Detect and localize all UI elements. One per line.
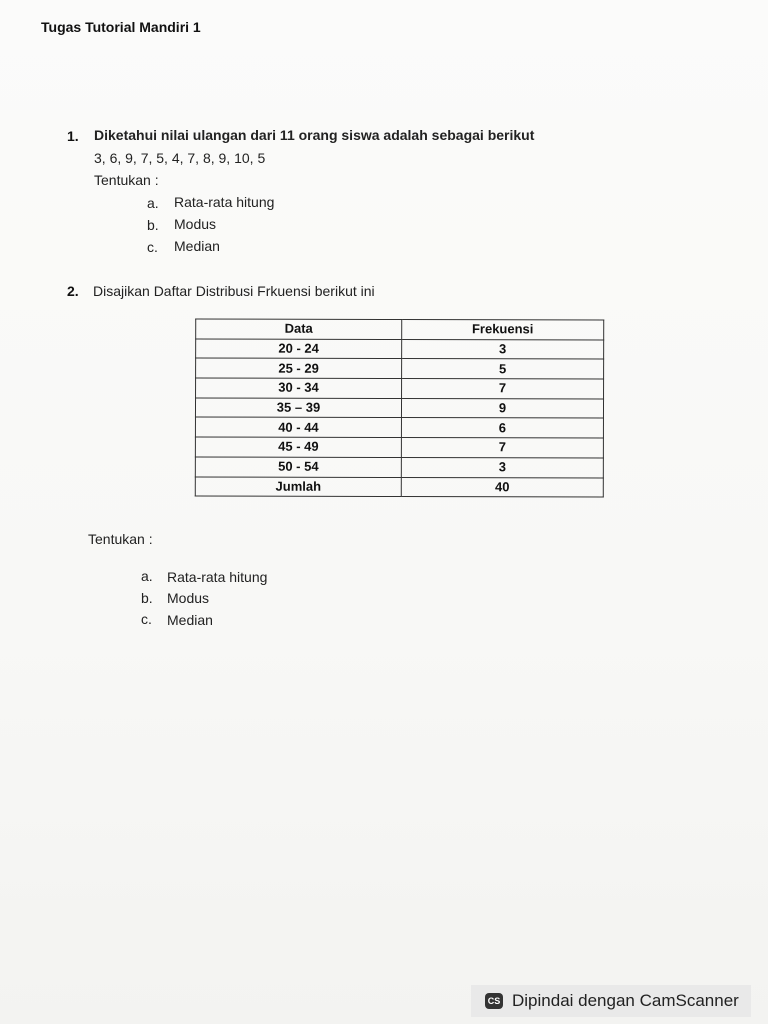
document-title: Tugas Tutorial Mandiri 1 <box>41 19 201 35</box>
camscanner-watermark <box>471 985 751 1017</box>
table-header-row <box>196 319 604 340</box>
question-1-item-c: Median <box>174 238 220 254</box>
table-row <box>196 358 604 379</box>
question-2-number: 2. <box>67 283 79 299</box>
cell-data: 30 - 34 <box>196 378 402 398</box>
question-2-item-a-letter: a. <box>141 568 153 584</box>
cell-frekuensi: 7 <box>401 438 603 458</box>
question-1-item-a: Rata-rata hitung <box>174 194 275 210</box>
cell-frekuensi: 3 <box>402 339 604 359</box>
question-2-prompt: Disajikan Daftar Distribusi Frkuensi berikut ini <box>93 283 375 299</box>
cell-data: 20 - 24 <box>196 339 402 359</box>
question-1-instruction: Tentukan : <box>94 172 159 188</box>
question-2-item-b: Modus <box>167 590 210 606</box>
question-1-prompt: Diketahui nilai ulangan dari 11 orang siswa adalah sebagai berikut <box>94 127 535 143</box>
question-1-item-b: Modus <box>174 216 217 232</box>
question-1-item-c-letter: c. <box>147 239 158 255</box>
table-row <box>196 378 604 399</box>
question-1-item-b-letter: b. <box>147 217 159 233</box>
question-2-instruction: Tentukan : <box>88 531 153 547</box>
table-row <box>196 339 604 360</box>
frequency-table <box>195 318 604 497</box>
cell-frekuensi: 9 <box>401 398 603 418</box>
cell-data: 25 - 29 <box>196 358 402 378</box>
table-row <box>195 457 603 478</box>
watermark-text: Dipindai dengan CamScanner <box>512 991 739 1010</box>
cell-data: 45 - 49 <box>195 437 401 457</box>
question-1-item-a-letter: a. <box>147 195 159 211</box>
question-1-number: 1. <box>67 128 79 144</box>
cell-total-value: 40 <box>401 477 603 497</box>
cell-frekuensi: 3 <box>401 457 603 477</box>
camscanner-logo-icon: CS <box>485 993 503 1009</box>
cell-frekuensi: 5 <box>402 359 604 379</box>
column-header-data: Data <box>196 319 402 339</box>
column-header-frekuensi: Frekuensi <box>402 320 604 340</box>
cell-total-label: Jumlah <box>195 476 401 496</box>
cell-data: 50 - 54 <box>195 457 401 477</box>
question-2-item-a: Rata-rata hitung <box>167 569 268 585</box>
cell-data: 40 - 44 <box>195 417 401 437</box>
question-2-item-c-letter: c. <box>141 611 152 627</box>
question-2-item-c: Median <box>167 612 213 628</box>
question-2-item-b-letter: b. <box>141 590 153 606</box>
table-total-row <box>195 476 603 497</box>
cell-data: 35 – 39 <box>195 398 401 418</box>
table-row <box>195 417 603 438</box>
table-row <box>195 437 603 458</box>
table-row <box>195 398 603 419</box>
question-1-values: 3, 6, 9, 7, 5, 4, 7, 8, 9, 10, 5 <box>94 150 266 166</box>
cell-frekuensi: 6 <box>401 418 603 438</box>
cell-frekuensi: 7 <box>402 379 604 399</box>
